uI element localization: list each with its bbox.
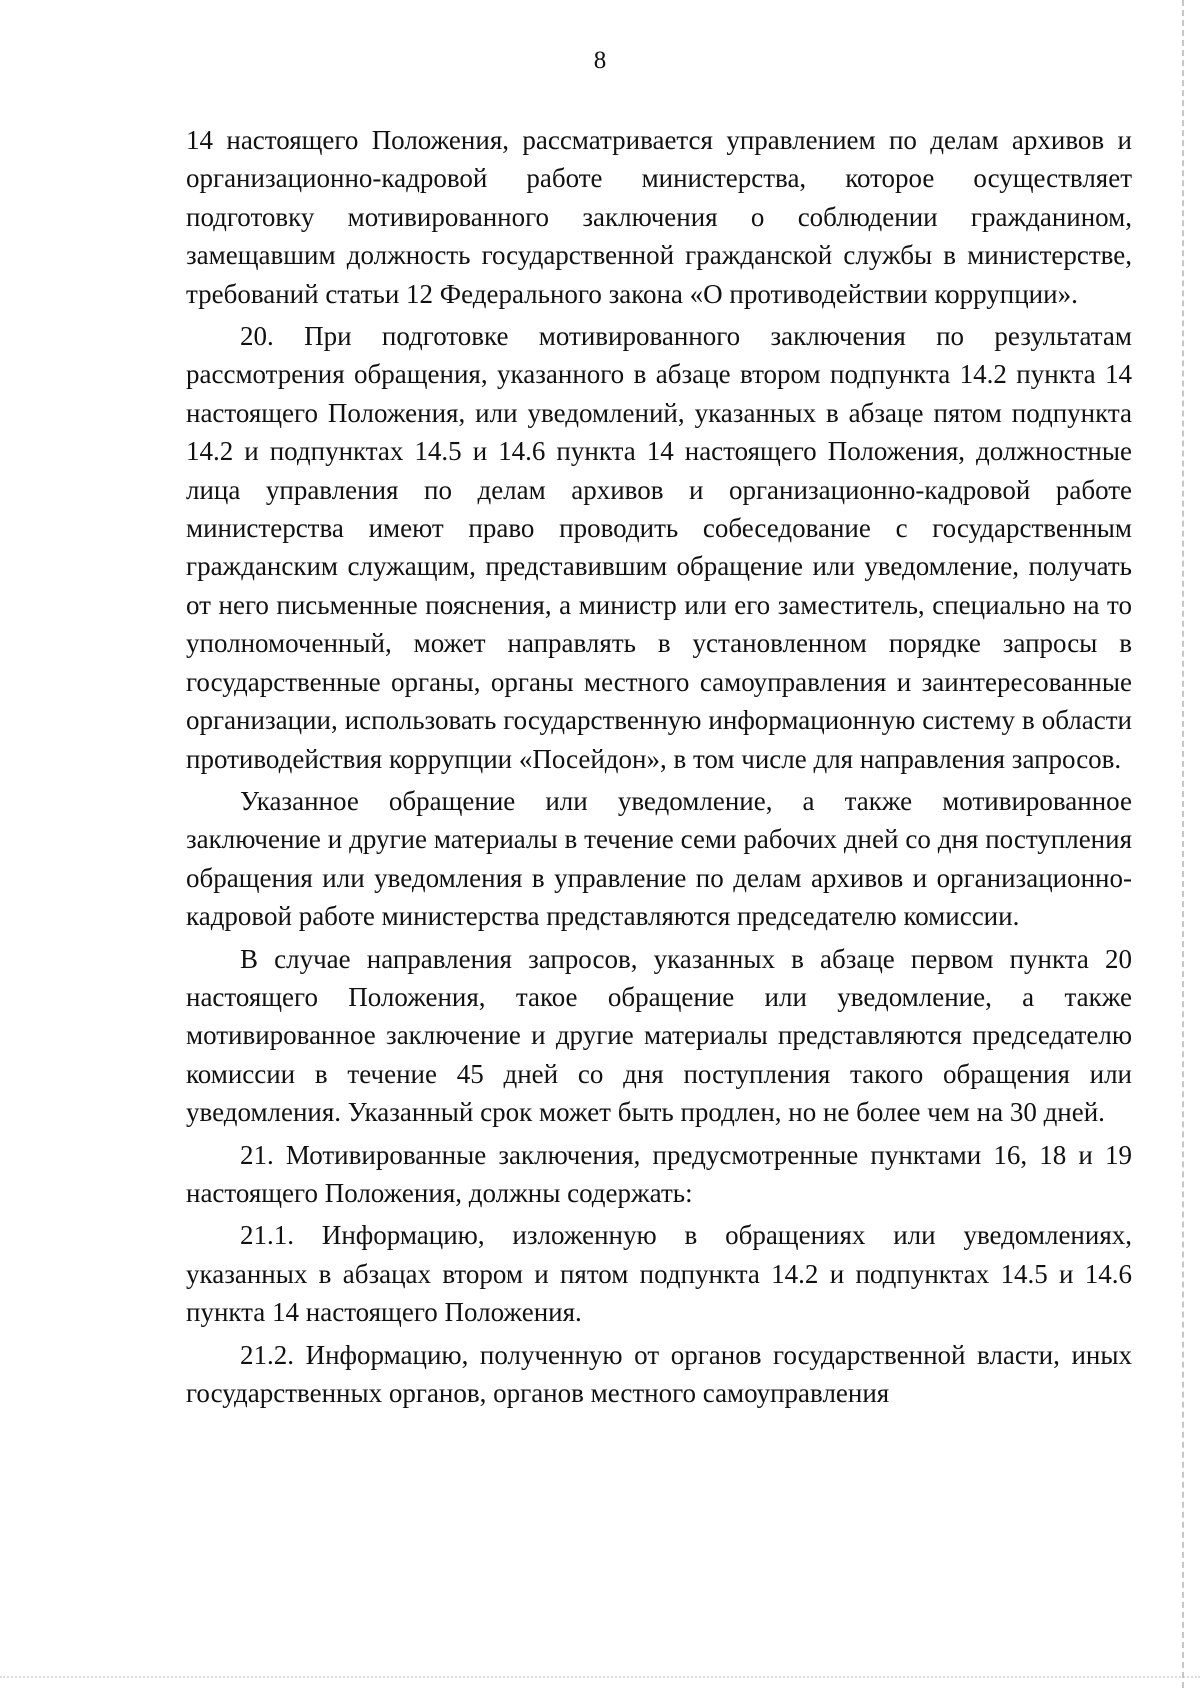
scan-edge-right xyxy=(1182,0,1184,1688)
paragraph-item-21: 21. Мотивированные заключения, предусмотренные пунктами 16, 18 и 19 настоящего Положения, должны содержать: xyxy=(186,1139,1132,1208)
paragraph-item-21-2: 21.2. Информацию, полученную от органов государственной власти, иных государственных органов, органов местного самоуправления xyxy=(186,1339,1132,1408)
paragraph-item-20-abstract-3: В случае направления запросов, указанных в абзаце первом пункта 20 настоящего Положения, такое обращение или уведомление, а также мотивированное заключение и другие материалы представляются председателю комиссии в течение 45 дней со дня поступления такого обращения или уведомления. Указанный срок может быть продлен, но не более чем на 30 дней. xyxy=(186,943,1132,1128)
paragraph-continuation: 14 настоящего Положения, рассматривается управлением по делам архивов и организационно-кадровой работе министерства, которое осуществляет подготовку мотивированного заключения о соблюдении гражданином, замещавшим должность государственной гражданской службы в министерстве, требований статьи 12 Федерального закона «О противодействии коррупции». xyxy=(186,125,1132,309)
scan-edge-bottom xyxy=(0,1676,1200,1678)
paragraph-item-20: 20. При подготовке мотивированного заключения по результатам рассмотрения обращения, указанного в абзаце втором подпункта 14.2 пункта 14 настоящего Положения, или уведомлений, указанных в абзаце пятом подпункта 14.2 и подпунктах 14.5 и 14.6 пункта 14 настоящего Положения, должностные лица управления по делам архивов и организационно-кадровой работе министерства имеют право проводить собеседование с государственным гражданским служащим, представившим обращение или уведомление, получать от него письменные пояснения, а министр или его заместитель, специально на то уполномоченный, может направлять в установленном порядке запросы в государственные органы, органы местного самоуправления и заинтересованные организации, использовать государственную информационную систему в области противодействия коррупции «Посейдон», в том числе для направления запросов. xyxy=(186,321,1132,774)
paragraph-item-21-1: 21.1. Информацию, изложенную в обращениях или уведомлениях, указанных в абзацах втором и пятом подпункта 14.2 и подпунктах 14.5 и 14.6 пункта 14 настоящего Положения. xyxy=(186,1220,1132,1328)
paragraph-item-20-abstract-2: Указанное обращение или уведомление, а также мотивированное заключение и другие материалы в течение семи рабочих дней со дня поступления обращения или уведомления в управление по делам архивов и организационно-кадровой работе министерства представляются председателю комиссии. xyxy=(186,785,1132,932)
page-number: 8 xyxy=(593,47,607,74)
document-body xyxy=(186,121,1132,1412)
